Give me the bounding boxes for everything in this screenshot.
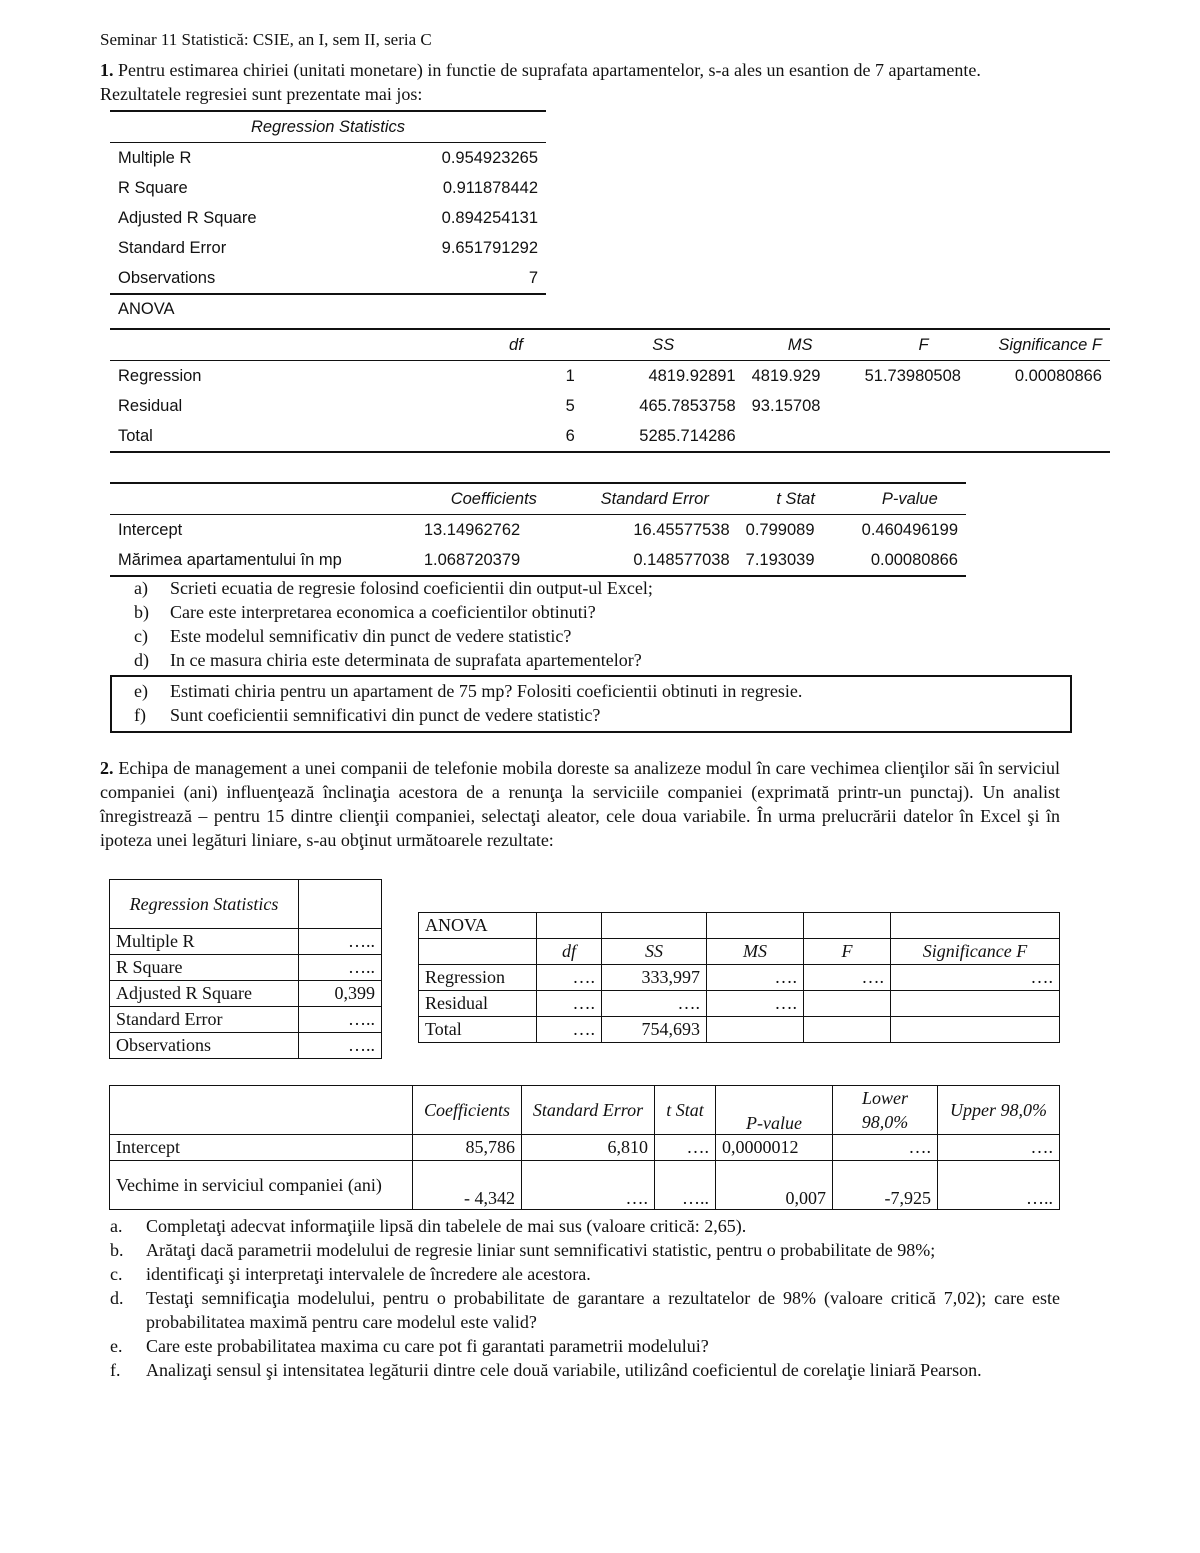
p2-anova-table: ANOVA df SS MS F Significance F Regression …. 333,997 …. …. …. Residual …. …. …. Total …. 754,693 <box>418 912 1060 1043</box>
list-item: f) Sunt coeficientii semnificativi din punct de vedere statistic? <box>134 705 601 725</box>
table-row: Adjusted R Square 0.894254131 <box>118 208 538 227</box>
list-item: d. Testaţi semnificaţia modelului, pentru o probabilitate de garantare a rezultatelor de 98% (valoare critică 7,02); care este probabilitatea maximă pentru care modelul este valid? <box>110 1288 1060 1332</box>
p2-anova-title: ANOVA <box>419 913 537 939</box>
p2-coefficients-table: Coefficients Standard Error t Stat P-value Lower 98,0% Upper 98,0% Intercept 85,786 6,810 …. 0,0000012 …. …. Vechime in serviciul companiei (ani) - 4,342 …. ….. 0,007 -7,925 ….. <box>109 1085 1060 1210</box>
table-row: Standard Error 9.651791292 <box>118 238 538 257</box>
table-row: R Square 0.911878442 <box>118 178 538 197</box>
list-item: c) Este modelul semnificativ din punct de vedere statistic? <box>134 626 572 646</box>
list-item: a) Scrieti ecuatia de regresie folosind coeficientii din output-ul Excel; <box>134 578 653 598</box>
p1-anova-table: df SS MS F Significance F Regression 1 4819.92891 4819.929 51.73980508 0.00080866 Residual 5 465.7853758 93.15708 Total 6 5285.714286 <box>110 328 1110 453</box>
table-row: Residual 5 465.7853758 93.15708 <box>118 396 821 415</box>
problem-1-intro <box>100 58 1060 106</box>
table-row: Mărimea apartamentului în mp 1.068720379 0.148577038 7.193039 0.00080866 <box>110 545 966 576</box>
table-row: R Square ….. <box>110 955 382 981</box>
page-header: Seminar 11 Statistică: CSIE, an I, sem II, seria C <box>100 30 432 49</box>
table-row: Regression 1 4819.92891 4819.929 51.73980508 0.00080866 <box>118 366 1102 385</box>
table-row: Total 6 5285.714286 <box>110 421 1110 452</box>
list-item: c. identificaţi şi interpretaţi intervalele de încredere ale acestora. <box>110 1264 591 1284</box>
table-row: Regression …. 333,997 …. …. …. <box>419 965 1060 991</box>
p1-anova-title: ANOVA <box>118 300 175 318</box>
p2-questions-list <box>110 1214 1060 1382</box>
problem-2-intro <box>100 756 1060 852</box>
p2-regstats-title: Regression Statistics <box>110 880 299 929</box>
list-item: d) In ce masura chiria este determinata de suprafata apartementelor? <box>134 650 642 670</box>
table-row: Multiple R ….. <box>110 929 382 955</box>
p2-regression-statistics-table <box>109 879 382 1059</box>
table-row: Intercept 13.14962762 16.45577538 0.799089 0.460496199 <box>118 520 958 539</box>
list-item: e. Care este probabilitatea maxima cu care pot fi garantati parametrii modelului? <box>110 1336 709 1356</box>
table-row: Residual …. …. …. <box>419 991 1060 1017</box>
p1-boxed-questions-list <box>134 679 1064 727</box>
table-row: Observations 7 <box>110 263 546 294</box>
problem-1-number: 1. <box>100 60 114 80</box>
table-row: Vechime in serviciul companiei (ani) - 4,342 …. ….. 0,007 -7,925 ….. <box>110 1161 1060 1210</box>
table-row: Standard Error ….. <box>110 1007 382 1033</box>
list-item: b) Care este interpretarea economica a coeficientilor obtinuti? <box>134 602 596 622</box>
p1-regression-statistics-table <box>110 110 546 295</box>
problem-2-number: 2. <box>100 758 114 778</box>
problem-2-text: Echipa de management a unei companii de telefonie mobila doreste sa analizeze modul în care vechimea clienţilor săi în serviciul companiei (ani) influenţează înclinaţia acestora de a renunţa la serviciile companiei (exprimată printr-un punctaj). Un analist înregistrează – pentru 15 dintre clienţii companiei, selectaţi aleator, cele doua variabile. În urma prelucrării datelor în Excel şi în ipoteza unei legături liniare, s-au obţinut următoarele rezultate: <box>100 758 1060 850</box>
problem-1-text: Pentru estimarea chiriei (unitati monetare) in functie de suprafata apartamentelor, s-a ales un esantion de 7 apartamente. Rezultatele regresiei sunt prezentate mai jos: <box>100 60 981 104</box>
table-row: Multiple R 0.954923265 <box>118 148 538 167</box>
list-item: e) Estimati chiria pentru un apartament de 75 mp? Folositi coeficientii obtinuti in regresie. <box>134 681 803 701</box>
p1-regstats-title: Regression Statistics <box>110 111 546 143</box>
table-row: Observations ….. <box>110 1033 382 1059</box>
table-row: Total …. 754,693 <box>419 1017 1060 1043</box>
list-item: f. Analizaţi sensul şi intensitatea legăturii dintre cele două variabile, utilizând coeficientul de corelaţie liniară Pearson. <box>110 1360 982 1380</box>
table-row: Adjusted R Square 0,399 <box>110 981 382 1007</box>
p1-coefficients-table: Coefficients Standard Error t Stat P-value Intercept 13.14962762 16.45577538 0.799089 0.460496199 Mărimea apartamentului în mp 1.068720379 0.148577038 7.193039 0.00080866 <box>110 482 966 577</box>
list-item: a. Completaţi adecvat informaţiile lipsă din tabelele de mai sus (valoare critică: 2,65). <box>110 1216 747 1236</box>
p1-questions-list <box>134 576 1064 672</box>
table-row: Intercept 85,786 6,810 …. 0,0000012 …. …. <box>110 1135 1060 1161</box>
list-item: b. Arătaţi dacă parametrii modelului de regresie liniar sunt semnificativi statistic, pentru o probabilitate de 98%; <box>110 1240 936 1260</box>
